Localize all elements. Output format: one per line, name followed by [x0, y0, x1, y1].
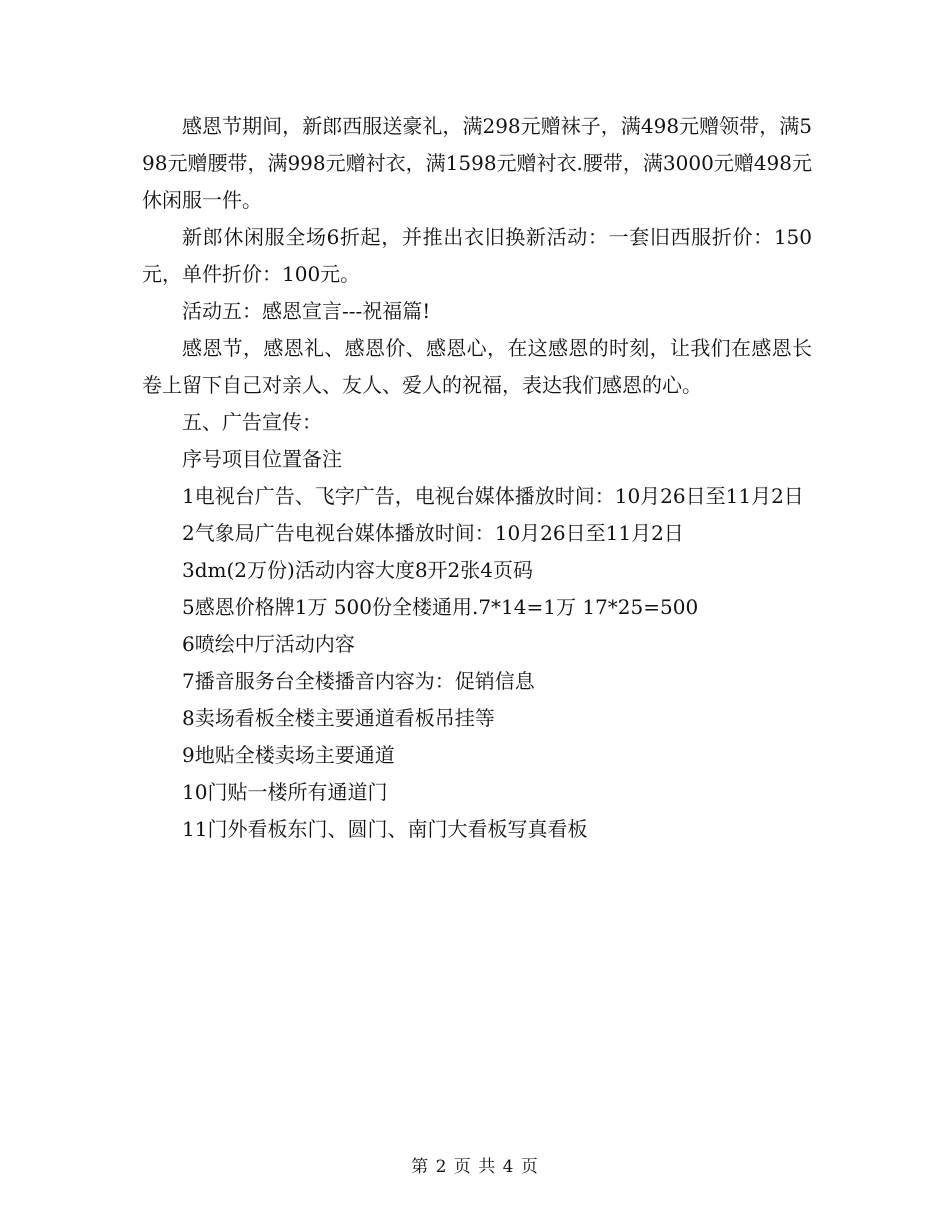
- ad-item-6: 6喷绘中厅活动内容: [182, 632, 355, 656]
- ad-item-2: 2气象局广告电视台媒体播放时间：10月26日至11月2日: [182, 521, 684, 545]
- ad-item-3: 3dm(2万份)活动内容大度8开2张4页码: [182, 558, 533, 582]
- paragraph-thanksgiving-blessing: 感恩节，感恩礼、感恩价、感恩心，在这感恩的时刻，让我们在感恩长卷上留下自己对亲人、友人、爱人的祝福，表达我们感恩的心。: [142, 336, 812, 397]
- ad-item-10: 10门贴一楼所有通道门: [182, 780, 388, 804]
- section-heading-advertising: 五、广告宣传：: [182, 410, 322, 434]
- ad-item-1: 1电视台广告、飞字广告，电视台媒体播放时间：10月26日至11月2日: [182, 484, 804, 508]
- paragraph-activity-five-title: 活动五：感恩宣言---祝福篇!: [182, 299, 431, 323]
- ad-item-8: 8卖场看板全楼主要通道看板吊挂等: [182, 706, 495, 730]
- ad-item-11: 11门外看板东门、圆门、南门大看板写真看板: [182, 817, 588, 841]
- document-body: [142, 108, 812, 848]
- ad-item-5: 5感恩价格牌1万 500份全楼通用.7*14=1万 17*25=500: [182, 595, 699, 619]
- ad-item-9: 9地贴全楼卖场主要通道: [182, 743, 395, 767]
- ad-table-header: 序号项目位置备注: [182, 447, 342, 471]
- page-number-footer: 第 2 页 共 4 页: [411, 1157, 539, 1177]
- ad-item-7: 7播音服务台全楼播音内容为：促销信息: [182, 669, 535, 693]
- paragraph-casual-wear-discount: 新郎休闲服全场6折起，并推出衣旧换新活动：一套旧西服折价：150元，单件折价：100元。: [142, 225, 812, 286]
- paragraph-gift-offers: 感恩节期间，新郎西服送豪礼，满298元赠袜子，满498元赠领带，满598元赠腰带，满998元赠衬衣，满1598元赠衬衣.腰带，满3000元赠498元休闲服一件。: [142, 114, 812, 212]
